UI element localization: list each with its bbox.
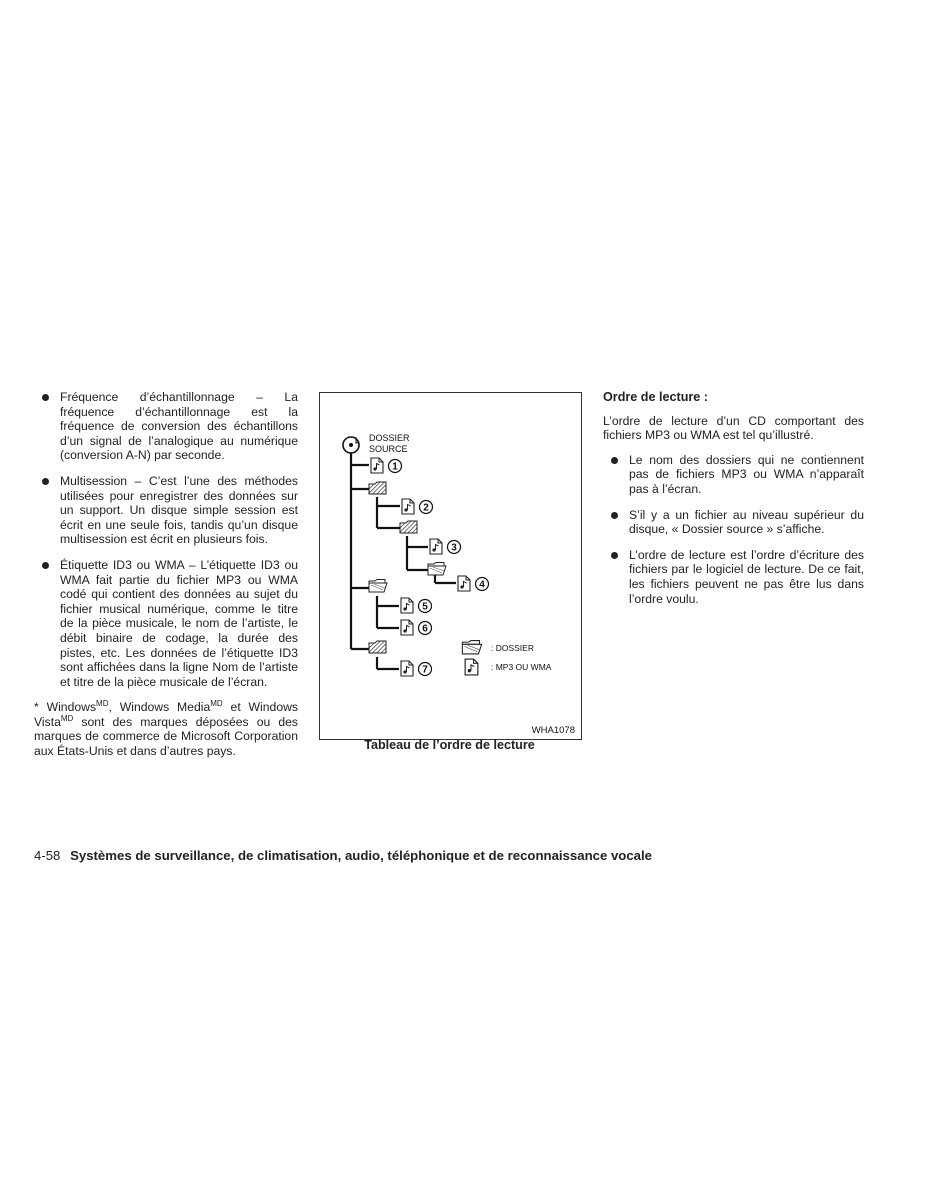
figure-id: WHA1078 <box>531 725 575 736</box>
legend-file-icon <box>465 659 478 675</box>
bullet-icon <box>42 562 49 569</box>
footnote-prefix: * Windows <box>34 700 97 715</box>
bullet-icon <box>42 394 49 401</box>
footnote-mid: , Windows Media <box>108 700 211 715</box>
folder-tree-diagram <box>320 393 581 739</box>
legend-folder-icon <box>462 641 481 654</box>
root-label: SOURCE <box>369 444 408 454</box>
section-title: Ordre de lecture : <box>603 390 708 404</box>
file-number: 7 <box>422 664 428 676</box>
page-number: 4-58 <box>34 848 61 863</box>
file-number: 2 <box>423 502 429 514</box>
folder-icon <box>369 482 386 494</box>
music-file-icon <box>458 576 470 591</box>
footnote-sup: MD <box>210 699 223 709</box>
list-item <box>603 453 864 497</box>
file-number: 3 <box>451 542 457 554</box>
music-file-icon <box>430 539 442 554</box>
page-footer <box>34 848 652 863</box>
footnote-sup: MD <box>96 699 109 709</box>
cd-icon <box>343 437 359 453</box>
folder-icon <box>369 641 386 653</box>
music-file-icon <box>371 458 383 473</box>
bullet-text: L’ordre de lecture est l’ordre d’écriture des fichiers par le logiciel de lecture. De ce fait, les fichiers peuvent ne pas être lus dans l’ordre voulu. <box>629 547 864 606</box>
file-number: 4 <box>479 579 485 591</box>
right-column <box>603 390 864 617</box>
list-item <box>603 508 864 537</box>
list-item <box>603 548 864 606</box>
bullet-icon <box>611 552 618 559</box>
left-column <box>34 390 298 759</box>
footnote-rest: sont des marques déposées ou des marques de commerce de Microsoft Corporation aux États-Unis et dans d’autres pays. <box>34 714 298 759</box>
footnote-sup: MD <box>60 713 74 723</box>
music-file-icon <box>401 620 413 635</box>
list-item <box>34 390 298 463</box>
chapter-title: Systèmes de surveillance, de climatisation, audio, téléphonique et de reconnaissance vocale <box>70 848 653 863</box>
bullet-text: Étiquette ID3 ou WMA – L’étiquette ID3 ou WMA fait partie du fichier MP3 ou WMA codé qui contient des données au sujet du fichier musical numérique, comme le titre de la pièce musicale, le nom de l’artiste, le débit binaire de codage, la durée des pistes, etc. Les données de l’étiquette ID3 sont affichées dans la ligne Nom de l’artiste et titre de la pièce musicale de l’écran. <box>60 557 298 689</box>
bullet-icon <box>611 512 618 519</box>
figure-caption: Tableau de l’ordre de lecture <box>364 738 535 752</box>
root-label: DOSSIER <box>369 433 410 443</box>
music-file-icon <box>401 598 413 613</box>
bullet-icon <box>611 457 618 464</box>
bullet-icon <box>42 478 49 485</box>
file-number: 5 <box>422 601 428 613</box>
bullet-text: Fréquence d’échantillonnage – La fréquence d’échantillonnage est la fréquence de conversion des échantillons d’un signal de l’analogique au numérique (conversion A-N) par seconde. <box>60 390 298 463</box>
music-file-icon <box>401 661 413 676</box>
music-file-icon <box>402 499 414 514</box>
play-order-figure <box>319 392 582 740</box>
bullet-text: Multisession – C’est l’une des méthodes utilisées pour enregistrer des données sur un support. Un disque simple session est écrit en une seule fois, tandis qu’un disque multisession est écrit en plusieurs fois. <box>60 473 298 547</box>
file-number: 1 <box>392 461 398 473</box>
list-item <box>34 558 298 689</box>
folder-icon <box>400 521 417 533</box>
tree-lines <box>351 453 456 669</box>
trademark-footnote <box>34 700 298 758</box>
folder-icon <box>428 563 446 576</box>
bullet-text: Le nom des dossiers qui ne contiennent pas de fichiers MP3 ou WMA n’apparaît pas à l’écran. <box>629 452 864 496</box>
file-number: 6 <box>422 623 428 635</box>
bullet-text: S’il y a un fichier au niveau supérieur du disque, « Dossier source » s’affiche. <box>629 507 864 537</box>
legend-folder-label: : DOSSIER <box>491 643 534 653</box>
list-item <box>34 474 298 547</box>
legend-file-label: : MP3 OU WMA <box>491 662 552 672</box>
footnote-mid: et Windows Vista <box>34 700 298 729</box>
folder-icon <box>369 580 387 593</box>
intro-paragraph: L’ordre de lecture d’un CD comportant des fichiers MP3 ou WMA est tel qu’illustré. <box>603 413 864 443</box>
